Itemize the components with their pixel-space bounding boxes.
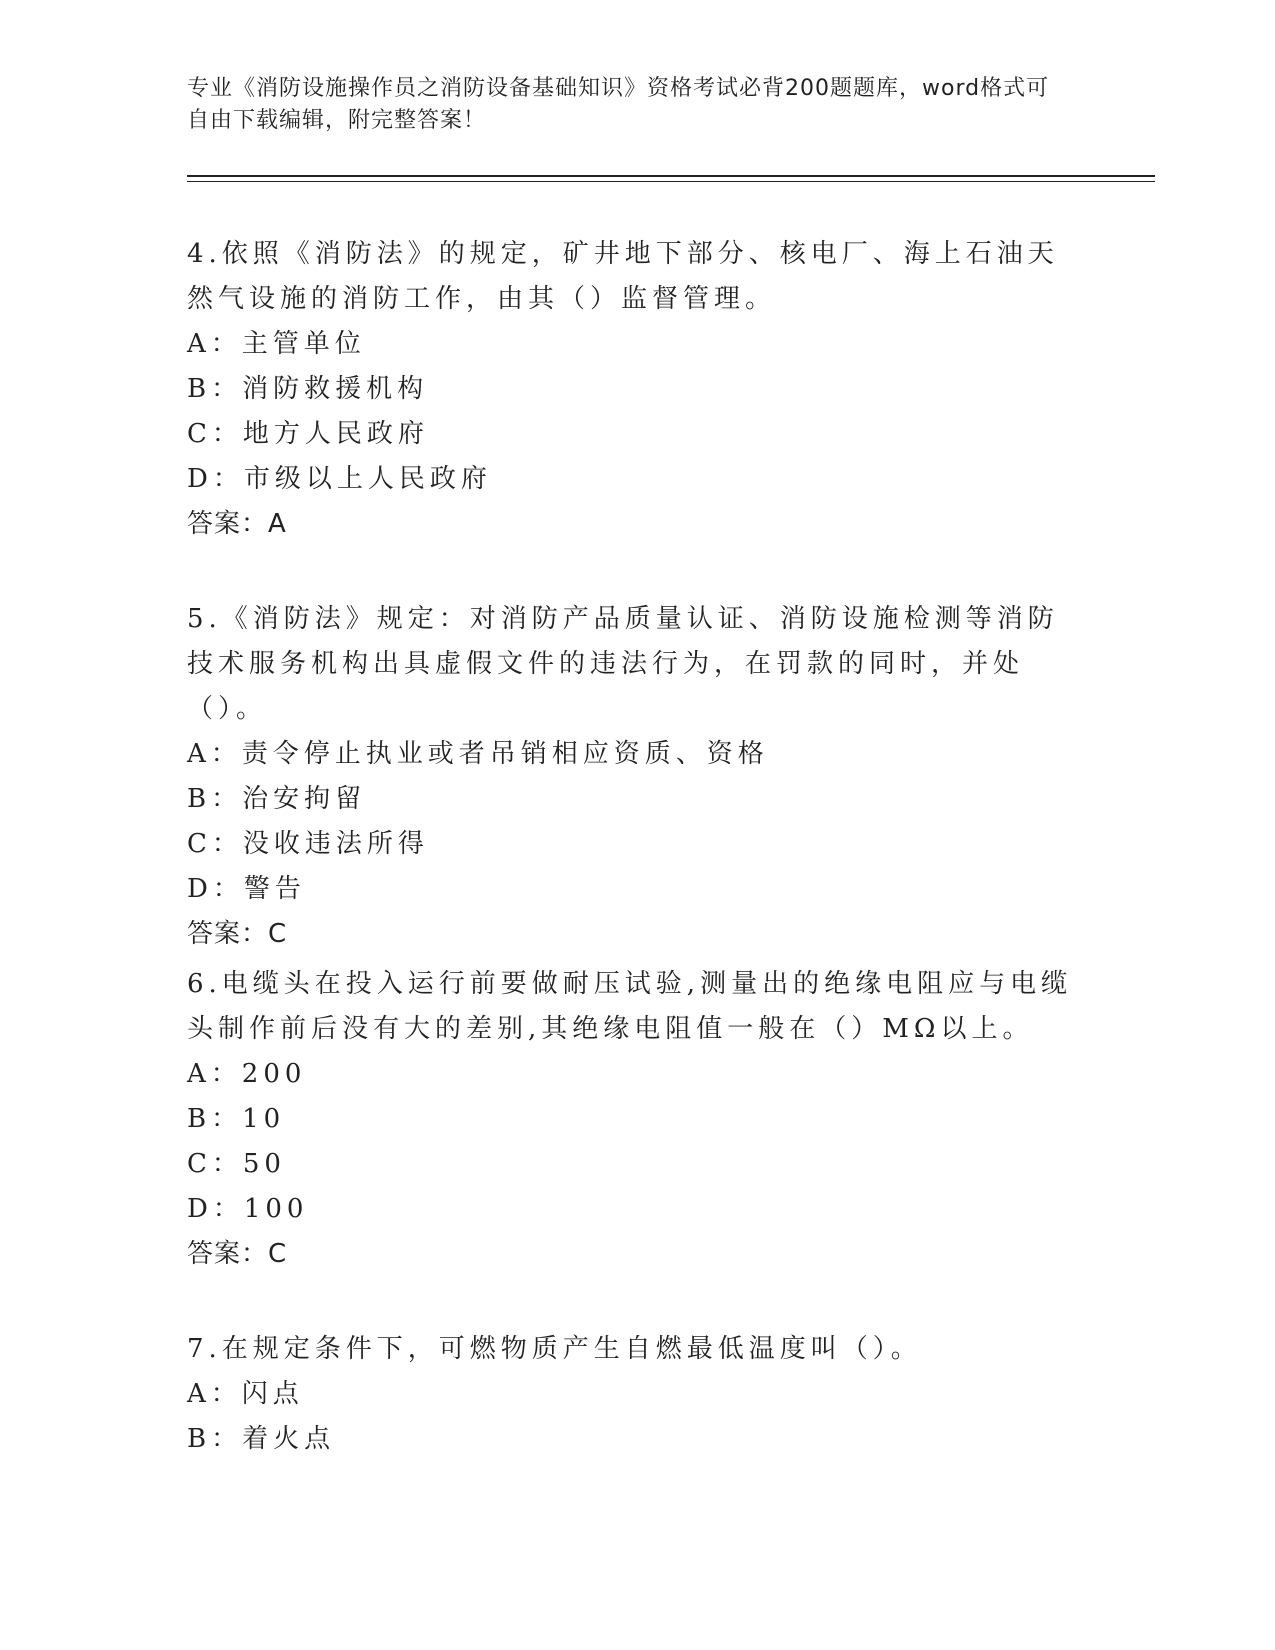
answer: 答案：C [187,1239,288,1269]
answer: 答案：C [187,919,288,949]
question-4 [187,232,1087,547]
question-6 [187,962,1087,1277]
answer: 答案：A [187,509,287,539]
header-divider [187,175,1155,177]
option-a: A：主管单位 [187,329,366,359]
option-a: A：闪点 [187,1379,304,1409]
option-b: B：消防救援机构 [187,374,429,404]
option-b: B：着火点 [187,1424,336,1454]
option-b: B：10 [187,1104,286,1134]
question-text: 4.依照《消防法》的规定，矿井地下部分、核电厂、海上石油天然气设施的消防工作，由其（）监督管理。 [187,239,1059,314]
option-c: C：50 [187,1149,286,1179]
option-a: A：责令停止执业或者吊销相应资质、资格 [187,739,769,769]
question-text: 5.《消防法》规定：对消防产品质量认证、消防设施检测等消防技术服务机构出具虚假文件的违法行为，在罚款的同时，并处（）。 [187,604,1059,724]
question-text: 6.电缆头在投入运行前要做耐压试验,测量出的绝缘电阻应与电缆头制作前后没有大的差别,其绝缘电阻值一般在（）MΩ以上。 [187,969,1073,1044]
option-c: C：地方人民政府 [187,419,429,449]
question-5 [187,597,1087,957]
option-b: B：治安拘留 [187,784,367,814]
option-a: A：200 [187,1059,307,1089]
option-d: D：100 [187,1194,309,1224]
header-divider-thin [187,181,1155,182]
question-text: 7.在规定条件下，可燃物质产生自燃最低温度叫（）。 [187,1334,922,1364]
page-header: 专业《消防设施操作员之消防设备基础知识》资格考试必背200题题库，word格式可自由下载编辑，附完整答案！ [187,76,1050,133]
question-7 [187,1327,1087,1462]
option-d: D：市级以上人民政府 [187,464,492,494]
option-d: D：警告 [187,874,306,904]
option-c: C：没收违法所得 [187,829,429,859]
